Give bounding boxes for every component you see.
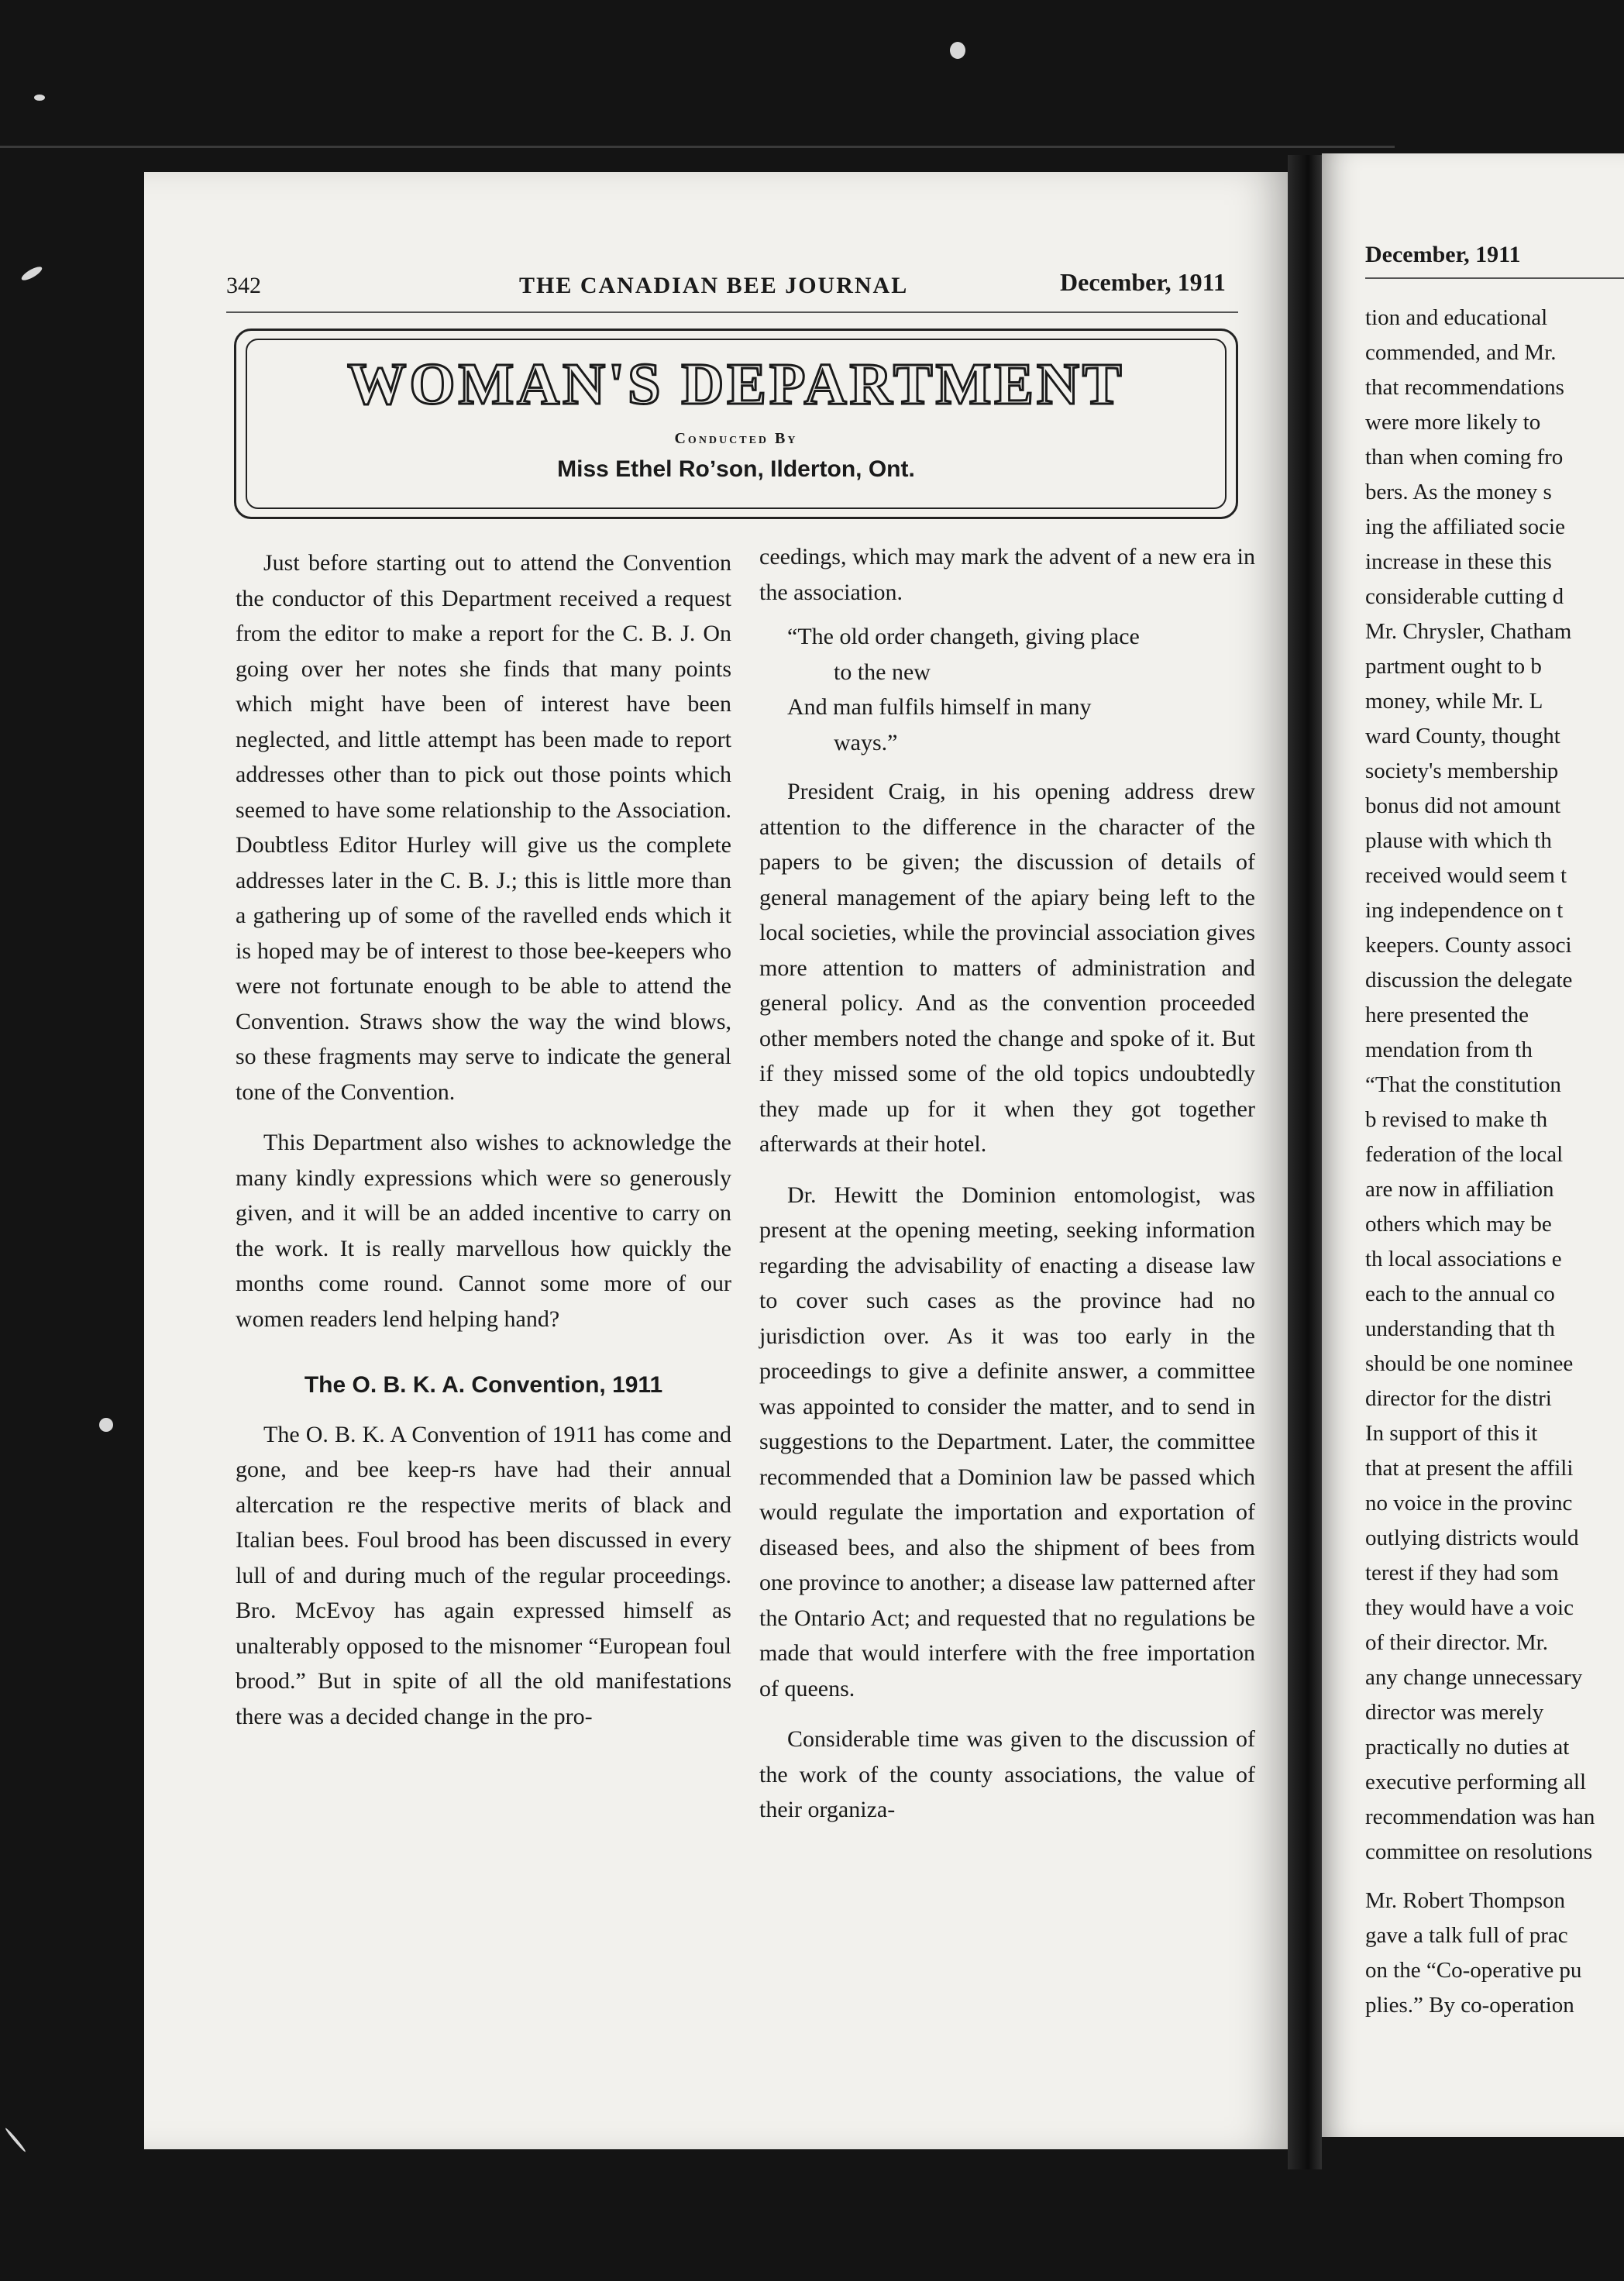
paragraph: Just before starting out to attend the Convention the conductor of this Department received a request from the editor to make a report for the C. B. J. On going over her notes she finds that many points which might have been of interest have been neglected, and little attempt has been made to report addresses other than to pick out those points which seemed to have some relationship to the Association. Doubtless Editor Hurley will give us the complete addresses later in the C. B. J.; this is little more than a gathering up of some of the ravelled ends which it is hoped may be of interest to those bee-keepers who were not fortunate enough to be able to attend the Convention. Straws show the way the wind blows, so these fragments may serve to indicate the general tone of the Convention.	[236, 550, 731, 1105]
text-line: In support of this it	[1365, 1421, 1538, 1446]
text-line: “That the constitution	[1365, 1072, 1561, 1097]
text-line: no voice in the provinc	[1365, 1491, 1573, 1516]
text-line: outlying districts would	[1365, 1526, 1579, 1550]
article-column-left	[236, 545, 731, 1734]
paragraph: Dr. Hewitt the Dominion entomologist, was present at the opening meeting, seeking information regarding the advisability of enacting a disease law to cover such cases as the province had no jurisdiction over. As it was too early in the proceedings to give a definite answer, a committee was appointed to consider the matter, and to send in suggestions to the Department. Later, the committee recommended that a Dominion law be passed which would regulate the importation and exportation of diseased bees, and also the shipment of bees from one province to another; a disease law patterned after the Ontario Act; and requested that no regulations be made that would interfere with the free importation of queens.	[759, 1182, 1255, 1701]
page-number: 342	[226, 273, 261, 298]
text-line: ing the affiliated socie	[1365, 514, 1565, 539]
text-line: committee on resolutions	[1365, 1839, 1593, 1864]
dust-speck	[950, 42, 965, 59]
text-line: director for the distri	[1365, 1386, 1552, 1411]
verse-line: And man fulfils himself in many	[787, 694, 1092, 720]
text-line: federation of the local	[1365, 1142, 1564, 1167]
text-line: tion and educational	[1365, 305, 1548, 330]
text-line: are now in affiliation	[1365, 1177, 1554, 1202]
text-line: plies.” By co-operation	[1365, 1993, 1574, 2018]
text-line: that at present the affili	[1365, 1456, 1574, 1481]
article-column-right	[759, 539, 1255, 1828]
text-line: bonus did not amount	[1365, 793, 1561, 818]
text-line: they would have a voic	[1365, 1595, 1574, 1620]
department-title: WOMAN'S DEPARTMENT	[347, 352, 1125, 417]
text-line: practically no duties at	[1365, 1735, 1570, 1760]
text-line: understanding that th	[1365, 1316, 1555, 1341]
verse-line: “The old order changeth, giving place	[787, 624, 1140, 649]
book-gutter	[1288, 155, 1322, 2169]
text-line: considerable cutting d	[1365, 584, 1564, 609]
text-line: were more likely to	[1365, 410, 1541, 435]
text-line: each to the annual co	[1365, 1282, 1555, 1306]
text-line: that recommendations	[1365, 375, 1564, 400]
text-line: keepers. County associ	[1365, 933, 1572, 958]
text-line: th local associations e	[1365, 1247, 1562, 1271]
left-page	[144, 172, 1288, 2149]
journal-title: THE CANADIAN BEE JOURNAL	[519, 273, 909, 298]
text-line: of their director. Mr.	[1365, 1630, 1548, 1655]
text-line: bers. As the money s	[1365, 480, 1552, 504]
text-line: director was merely	[1365, 1700, 1544, 1725]
dust-speck	[20, 264, 44, 283]
text-line: executive performing all	[1365, 1770, 1587, 1794]
text-line: society's membership	[1365, 759, 1559, 783]
running-head	[144, 268, 1288, 311]
paragraph: The O. B. K. A Convention of 1911 has come and gone, and bee keep-rs have had their annual altercation re the respective merits of black and Italian bees. Foul brood has been discussed in every lull of and during much of the regular proceedings. Bro. McEvoy has again expressed himself as unalterably opposed to the misnomer “European foul brood.” But in spite of all the old manifestations there was a decided change in the pro-	[236, 1421, 731, 1729]
text-line: discussion the delegate	[1365, 968, 1573, 993]
text-line: b revised to make th	[1365, 1107, 1548, 1132]
text-line: plause with which th	[1365, 828, 1552, 853]
scanner-edge-line	[0, 146, 1395, 148]
paragraph: President Craig, in his opening address drew attention to the difference in the character of the papers to be given; the discussion of details of general management of the apiary being left to the local societies, while the provincial association gives more attention to matters of administration and general policy. And as the convention proceeded other members noted the change and spoke of it. But if they missed some of the old topics undoubtedly they made up for it when they got together afterwards at their hotel.	[759, 779, 1255, 1157]
text-line: than when coming fro	[1365, 445, 1564, 470]
verse-quote	[759, 619, 1255, 760]
right-page	[1322, 153, 1624, 2137]
dust-speck	[34, 95, 45, 101]
text-line: others which may be	[1365, 1212, 1552, 1237]
header-rule	[226, 311, 1238, 313]
dust-speck	[5, 2127, 27, 2152]
text-line: on the “Co-operative pu	[1365, 1958, 1582, 1983]
text-line: commended, and Mr.	[1365, 340, 1557, 365]
text-line: partment ought to b	[1365, 654, 1542, 679]
right-page-header-date: December, 1911	[1365, 242, 1521, 267]
section-heading: The O. B. K. A. Convention, 1911	[304, 1372, 663, 1398]
text-line: recommendation was han	[1365, 1805, 1595, 1829]
text-line: should be one nominee	[1365, 1351, 1574, 1376]
text-line: terest if they had som	[1365, 1560, 1559, 1585]
department-title-box	[234, 329, 1238, 519]
text-line: money, while Mr. L	[1365, 689, 1543, 714]
text-line: Mr. Chrysler, Chatham	[1365, 619, 1572, 644]
right-page-column	[1365, 301, 1624, 2023]
paragraph: This Department also wishes to acknowledge the many kindly expressions which were so generously given, and it will be an added incentive to carry on the work. It is really marvellous how quickly the months come round. Cannot some more of our women readers lend helping hand?	[236, 1130, 731, 1332]
text-line: ing independence on t	[1365, 898, 1564, 923]
paragraph-gap	[1365, 1870, 1624, 1884]
right-header-rule	[1365, 277, 1624, 279]
text-line: received would seem t	[1365, 863, 1567, 888]
text-line: Mr. Robert Thompson	[1365, 1888, 1566, 1913]
text-line: any change unnecessary	[1365, 1665, 1583, 1690]
conductor-name: Miss Ethel Roʼson, Ilderton, Ont.	[557, 456, 915, 482]
paragraph: ceedings, which may mark the advent of a new era in the association.	[759, 544, 1255, 605]
conducted-by-label: Conducted By	[674, 430, 798, 447]
header-date: December, 1911	[1060, 268, 1226, 296]
text-line: here presented the	[1365, 1003, 1529, 1027]
text-line: mendation from th	[1365, 1037, 1533, 1062]
text-line: gave a talk full of prac	[1365, 1923, 1568, 1948]
verse-line: to the new	[834, 659, 931, 685]
text-line: ward County, thought	[1365, 724, 1560, 748]
dust-speck	[99, 1418, 113, 1432]
paragraph: Considerable time was given to the discussion of the work of the county associations, the value of their organiza-	[759, 1726, 1255, 1822]
text-line: increase in these this	[1365, 549, 1552, 574]
verse-line: ways.”	[834, 729, 898, 755]
